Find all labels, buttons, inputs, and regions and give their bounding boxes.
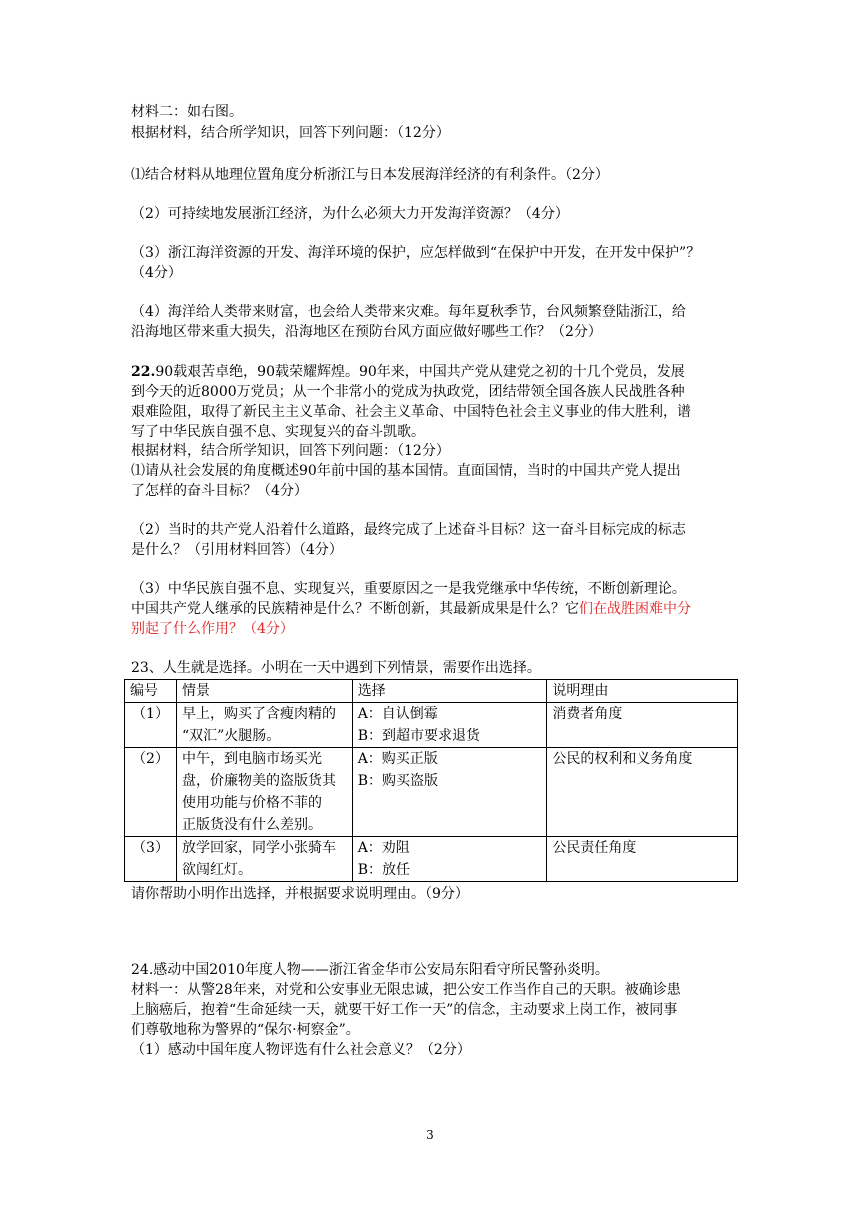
header-reason: 说明理由 bbox=[547, 680, 738, 703]
q24-material-line3: 们尊敬地称为警界的“保尔·柯察金”。 bbox=[131, 1022, 360, 1038]
q22-sub1-line2: 了怎样的奋斗目标？（4分） bbox=[131, 483, 308, 499]
q21-sub3-line1: （3）浙江海洋资源的开发、海洋环境的保护，应怎样做到“在保护中开发，在开发中保护”？ bbox=[131, 245, 701, 261]
q22-sub3-line2 bbox=[131, 599, 741, 619]
choice-option: A：购买正版 bbox=[357, 751, 438, 767]
material2-instruction: 根据材料，结合所学知识，回答下列问题：（12分） bbox=[131, 125, 450, 141]
table-row bbox=[125, 703, 738, 748]
q22-sub3-text: 中国共产党人继承的民族精神是什么？不断创新，其最新成果是什么？它 bbox=[131, 601, 579, 617]
scene-line: “双汇”火腿肠。 bbox=[181, 728, 281, 744]
q22-line1 bbox=[131, 362, 741, 382]
row-number: （3） bbox=[125, 837, 177, 882]
q22-text: 90载艰苦卓绝，90载荣耀辉煌。90年来，中国共产党从建党之初的十几个党员，发展 bbox=[155, 364, 685, 380]
scene-line: 正版货没有什么差别。 bbox=[181, 817, 322, 833]
q23-intro: 23、人生就是选择。小明在一天中遇到下列情景，需要作出选择。 bbox=[131, 660, 541, 676]
table-row bbox=[125, 748, 738, 837]
q23-footer: 请你帮助小明作出选择，并根据要求说明理由。（9分） bbox=[131, 886, 469, 902]
q21-sub2: （2）可持续地发展浙江经济，为什么必须大力开发海洋资源？（4分） bbox=[131, 206, 569, 222]
q22-line2: 到今天的近8000万党员；从一个非常小的党成为执政党，团结带领全国各族人民战胜各种 bbox=[131, 384, 685, 400]
scene-line: 早上，购买了含瘦肉精的 bbox=[181, 706, 336, 722]
q21-sub3-line2: （4分） bbox=[131, 265, 182, 281]
q24-material-line1: 材料一：从警28年来，对党和公安事业无限忠诚，把公安工作当作自己的天职。被确诊患 bbox=[131, 982, 681, 998]
scene-line: 放学回家，同学小张骑车 bbox=[181, 840, 336, 856]
q22-line3: 艰难险阻，取得了新民主主义革命、社会主义革命、中国特色社会主义事业的伟大胜利，谱 bbox=[131, 404, 691, 420]
choice-option: A：自认倒霉 bbox=[357, 706, 438, 722]
row-reason: 公民的权利和义务角度 bbox=[547, 748, 738, 837]
scene-line: 使用功能与价格不菲的 bbox=[181, 795, 322, 811]
table-row bbox=[125, 837, 738, 882]
q21-sub4-line2: 沿海地区带来重大损失，沿海地区在预防台风方面应做好哪些工作？（2分） bbox=[131, 324, 602, 340]
q24-material-line2: 上脑癌后，抱着“生命延续一天，就要干好工作一天”的信念，主动要求上岗工作，被同事 bbox=[131, 1002, 678, 1018]
q22-number: 22. bbox=[131, 364, 156, 380]
choice-option: B：放任 bbox=[357, 862, 410, 878]
row-choice bbox=[352, 703, 547, 748]
row-choice bbox=[352, 837, 547, 882]
row-reason: 消费者角度 bbox=[547, 703, 738, 748]
scene-line: 中午，到电脑市场买光 bbox=[181, 751, 322, 767]
row-scene bbox=[176, 703, 352, 748]
q22-sub3-line1: （3）中华民族自强不息、实现复兴，重要原因之一是我党继承中华传统，不断创新理论。 bbox=[131, 581, 686, 597]
q22-sub2-line1: （2）当时的共产党人沿着什么道路，最终完成了上述奋斗目标？这一奋斗目标完成的标志 bbox=[131, 522, 686, 538]
q21-sub1: ⑴结合材料从地理位置角度分析浙江与日本发展海洋经济的有利条件。（2分） bbox=[131, 167, 609, 183]
q22-sub2-line2: 是什么？（引用材料回答）（4分） bbox=[131, 542, 343, 558]
choice-option: B：购买盗版 bbox=[357, 773, 438, 789]
scene-line: 盘，价廉物美的盗版货其 bbox=[181, 773, 336, 789]
header-choice: 选择 bbox=[352, 680, 547, 703]
row-reason: 公民责任角度 bbox=[547, 837, 738, 882]
q22-instruction: 根据材料，结合所学知识，回答下列问题：（12分） bbox=[131, 443, 450, 459]
q21-sub4-line1: （4）海洋给人类带来财富，也会给人类带来灾难。每年夏秋季节，台风频繁登陆浙江，给 bbox=[131, 304, 686, 320]
q22-line4: 写了中华民族自强不息、实现复兴的奋斗凯歌。 bbox=[131, 424, 425, 440]
q22-sub3-line3-highlight: 别起了什么作用？（4分） bbox=[131, 621, 294, 637]
header-number: 编号 bbox=[125, 680, 177, 703]
q24-title: 24.感动中国2010年度人物——浙江省金华市公安局东阳看守所民警孙炎明。 bbox=[131, 962, 609, 978]
row-scene bbox=[176, 748, 352, 837]
q24-sub1: （1）感动中国年度人物评选有什么社会意义？（2分） bbox=[131, 1042, 471, 1058]
row-number: （2） bbox=[125, 748, 177, 837]
q22-sub1-line1: ⑴请从社会发展的角度概述90年前中国的基本国情。直面国情，当时的中国共产党人提出 bbox=[131, 463, 681, 479]
table-header-row bbox=[125, 680, 738, 703]
row-scene bbox=[176, 837, 352, 882]
choice-option: B：到超市要求退货 bbox=[357, 728, 480, 744]
page-number: 3 bbox=[426, 1128, 434, 1142]
scene-line: 欲闯红灯。 bbox=[181, 862, 252, 878]
q22-sub3-highlight: 们在战胜困难中分 bbox=[579, 601, 691, 617]
material2-line: 材料二：如右图。 bbox=[131, 104, 243, 120]
row-number: （1） bbox=[125, 703, 177, 748]
choice-table bbox=[124, 679, 738, 882]
choice-option: A：劝阻 bbox=[357, 840, 410, 856]
header-scene: 情景 bbox=[176, 680, 352, 703]
row-choice bbox=[352, 748, 547, 837]
